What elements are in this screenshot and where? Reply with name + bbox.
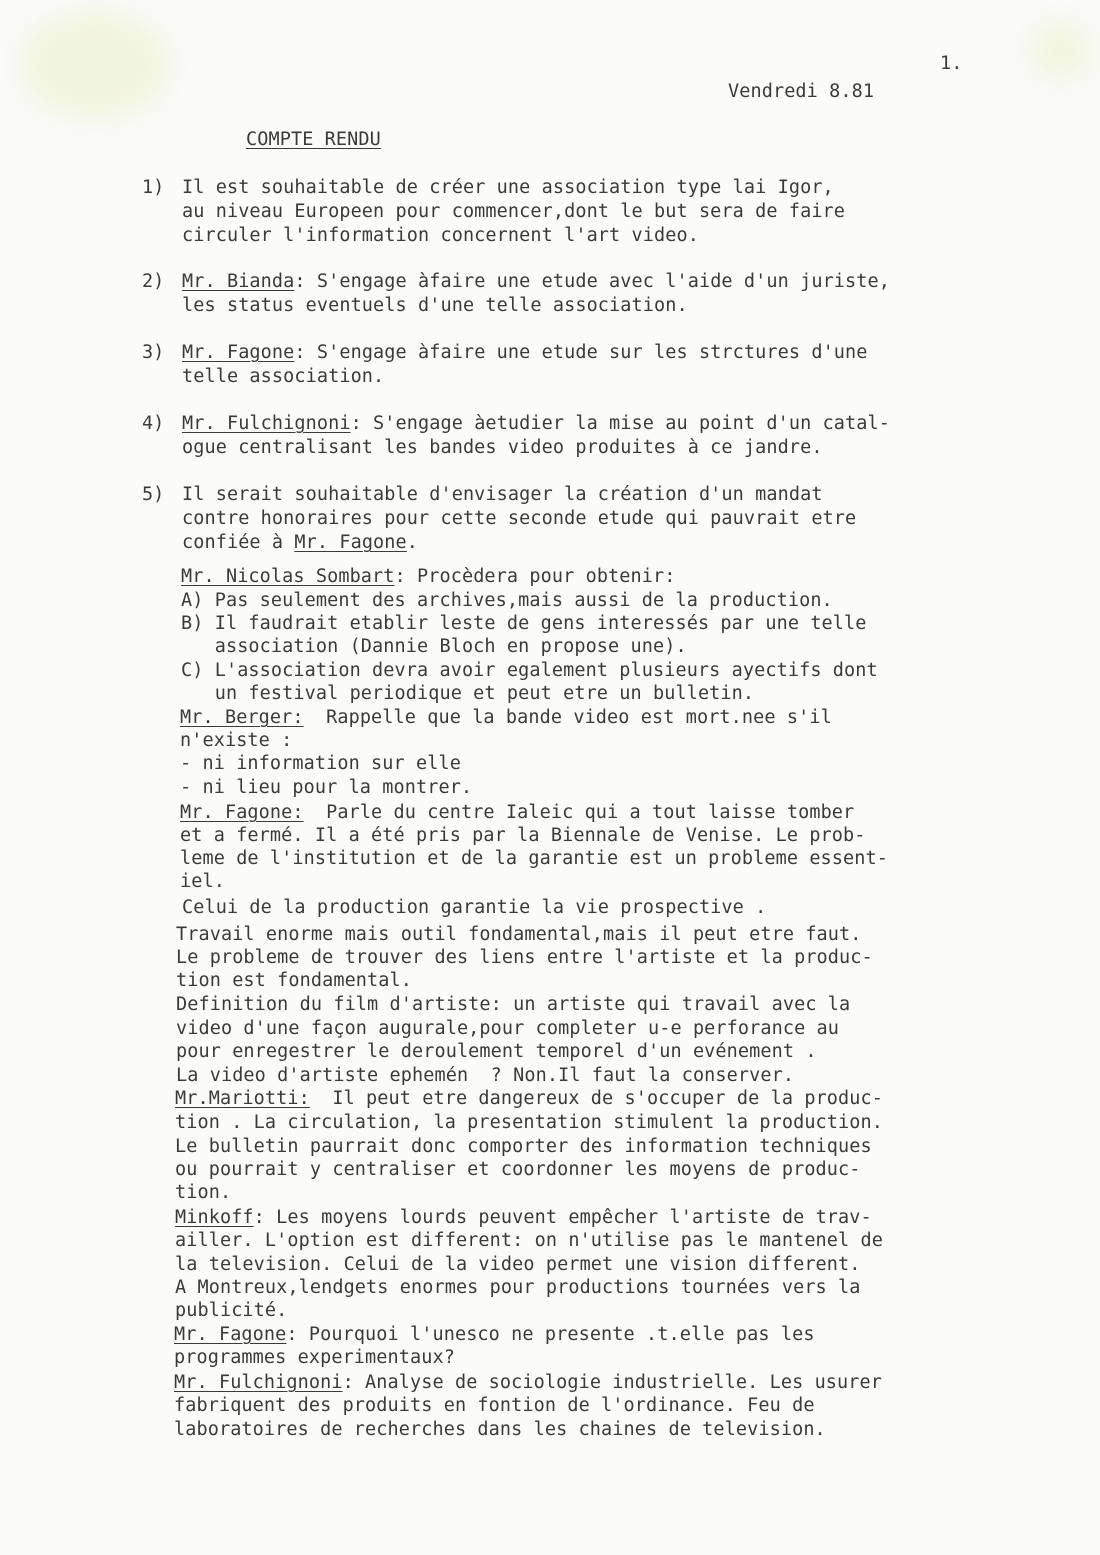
minutes-line: programmes experimentaux? [174,1347,455,1368]
item-line: telle association. [182,366,385,387]
speaker-name: Mr. Berger: [180,707,304,728]
minutes-line: n'existe : [180,730,293,751]
item-line: Mr. Fulchignoni: S'engage àetudier la mise au point d'un catal- [182,413,890,434]
speaker-name: Mr. Fagone: [180,802,304,823]
minutes-line: Mr. Fagone: Pourquoi l'unesco ne presente .t.elle pas les [174,1324,815,1345]
minutes-line: Mr. Fagone: Parle du centre Ialeic qui a tout laisse tomber [180,802,855,823]
item-number: 2) [142,271,165,292]
minutes-line: - ni lieu pour la montrer. [180,777,473,798]
minutes-line: ou pourrait y centraliser et coordonner les moyens de produc- [175,1159,861,1180]
page-number: 1. [940,53,963,74]
minutes-line: Le bulletin paurrait donc comporter des information techniques [175,1136,872,1157]
item-number: 3) [142,342,165,363]
item-number: 5) [142,484,165,505]
minutes-line: A Montreux,lendgets enormes pour productions tournées vers la [175,1277,861,1298]
minutes-line: - ni information sur elle [180,753,461,774]
minutes-line: video d'une façon augurale,pour completer u-e perforance au [176,1018,840,1039]
minutes-line: Celui de la production garantie la vie prospective . [182,897,767,918]
minutes-line: et a fermé. Il a été pris par la Biennale de Venise. Le prob- [180,825,866,846]
speaker-name: Mr. Nicolas Sombart [181,566,395,587]
date-line: Vendredi 8.81 [728,81,875,102]
minutes-line: B) Il faudrait etablir leste de gens interessés par une telle [181,613,867,634]
speaker-name: Minkoff [175,1207,254,1228]
minutes-line: Definition du film d'artiste: un artiste qui travail avec la [176,994,851,1015]
document-title: COMPTE RENDU [246,129,381,150]
item-line: Mr. Fagone: S'engage àfaire une etude sur les strctures d'une [182,342,868,363]
minutes-line: Minkoff: Les moyens lourds peuvent empêcher l'artiste de trav- [175,1207,872,1228]
minutes-line: Le probleme de trouver des liens entre l'artiste et la produc- [176,947,873,968]
speaker-name: Mr. Fulchignoni [174,1372,343,1393]
minutes-line: Mr.Mariotti: Il peut etre dangereux de s'occuper de la produc- [175,1088,883,1109]
minutes-line: laboratoires de recherches dans les chaines de television. [174,1419,826,1440]
minutes-line: leme de l'institution et de la garantie est un probleme essent- [180,848,888,869]
item-line: au niveau Europeen pour commencer,dont le but sera de faire [182,201,846,222]
minutes-line: La video d'artiste ephemén ? Non.Il faut la conserver. [176,1065,795,1086]
minutes-line: pour enregestrer le deroulement temporel d'un evénement . [176,1041,817,1062]
speaker-name: Mr. Fagone [294,532,407,553]
minutes-line: tion . La circulation, la presentation stimulent la production. [175,1112,883,1133]
minutes-line: Mr. Nicolas Sombart: Procèdera pour obtenir: [181,566,676,587]
minutes-line: publicité. [175,1300,288,1321]
minutes-line: association (Dannie Bloch en propose une). [181,636,687,657]
speaker-name: Mr. Bianda [182,271,295,292]
speaker-name: Mr. Fagone [182,342,295,363]
minutes-line: la television. Celui de la video permet une vision different. [175,1254,861,1275]
item-line: Il est souhaitable de créer une association type lai Igor, [182,177,834,198]
item-line: Mr. Bianda: S'engage àfaire une etude avec l'aide d'un juriste, [182,271,891,292]
speaker-name: Mr. Fulchignoni [182,413,351,434]
minutes-line: Mr. Fulchignoni: Analyse de sociologie industrielle. Les usurer [174,1372,882,1393]
minutes-line: tion est fondamental. [176,970,412,991]
minutes-line: A) Pas seulement des archives,mais aussi de la production. [181,590,833,611]
item-line: les status eventuels d'une telle association. [182,295,688,316]
minutes-line: iel. [180,871,225,892]
minutes-line: C) L'association devra avoir egalement plusieurs ayectifs dont [181,660,878,681]
item-number: 1) [142,177,165,198]
paper-stain [1030,20,1090,80]
speaker-name: Mr.Mariotti: [175,1088,310,1109]
item-line: confiée à Mr. Fagone. [182,532,419,553]
paper-stain [20,10,170,120]
item-number: 4) [142,413,165,434]
minutes-line: ailler. L'option est different: on n'utilise pas le mantenel de [175,1230,883,1251]
speaker-name: Mr. Fagone [174,1324,287,1345]
item-line: ogue centralisant les bandes video produites à ce jandre. [182,437,823,458]
minutes-line: fabriquent des produits en fontion de l'ordinance. Feu de [174,1395,815,1416]
item-line: contre honoraires pour cette seconde etude qui pauvrait etre [182,508,857,529]
item-line: Il serait souhaitable d'envisager la création d'un mandat [182,484,823,505]
minutes-line: tion. [175,1182,232,1203]
item-line: circuler l'information concernent l'art video. [182,225,699,246]
minutes-line: un festival periodique et peut etre un bulletin. [181,683,755,704]
minutes-line: Travail enorme mais outil fondamental,mais il peut etre faut. [176,924,862,945]
minutes-line: Mr. Berger: Rappelle que la bande video est mort.nee s'il [180,707,832,728]
